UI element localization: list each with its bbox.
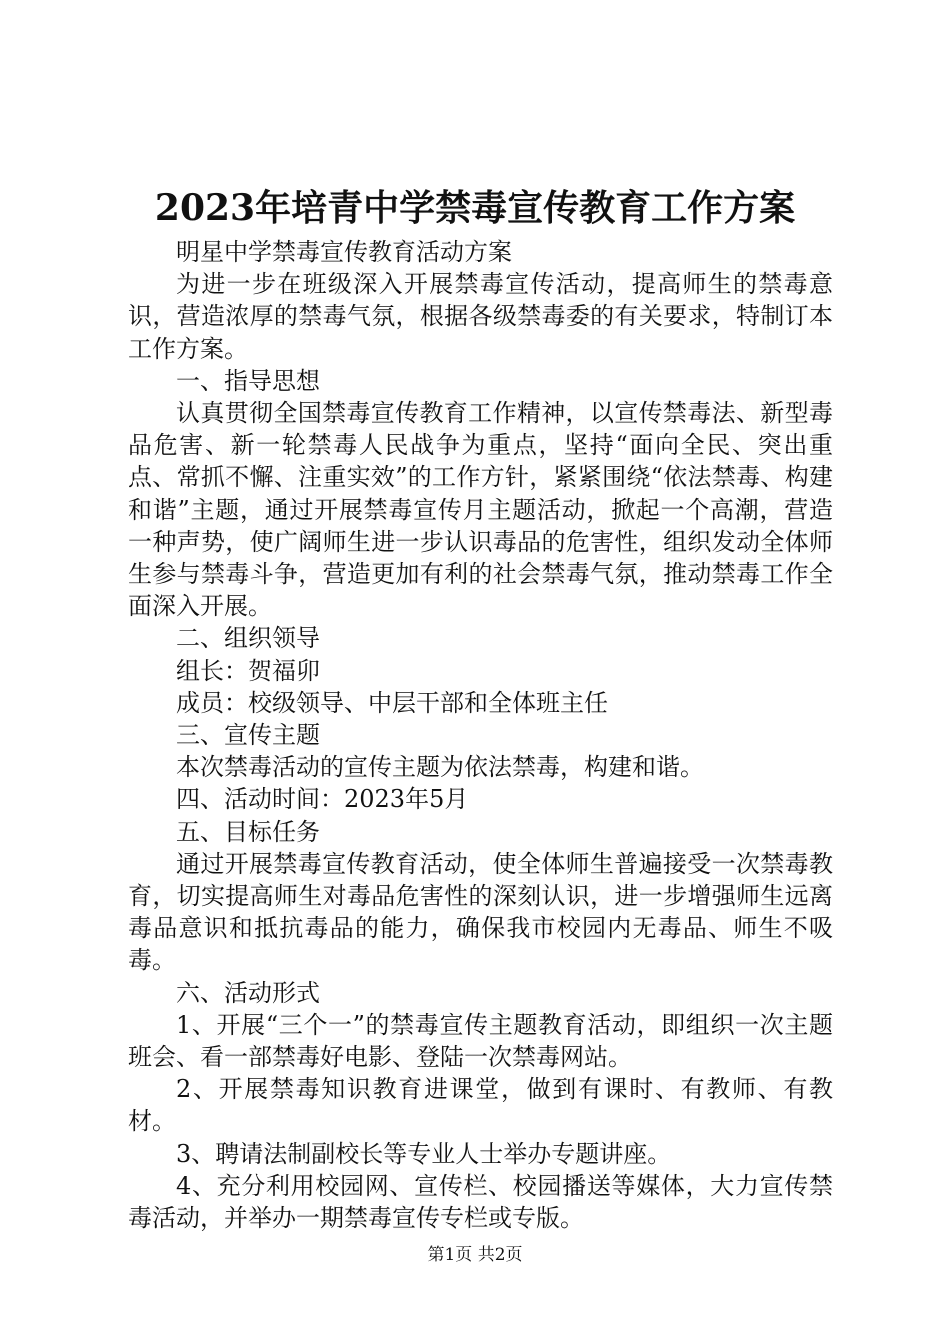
body-paragraph: 为进一步在班级深入开展禁毒宣传活动，提高师生的禁毒意识，营造浓厚的禁毒气氛，根据各级禁毒委的有关要求，特制订本工作方案。 <box>128 270 833 363</box>
list-item: 3、聘请法制副校长等专业人士举办专题讲座。 <box>176 1139 672 1168</box>
section-heading: 六、活动形式 <box>176 978 320 1007</box>
document-body <box>128 236 833 1234</box>
body-paragraph: 认真贯彻全国禁毒宣传教育工作精神，以宣传禁毒法、新型毒品危害、新一轮禁毒人民战争为重点，坚持“面向全民、突出重点、常抓不懈、注重实效”的工作方针，紧紧围绕“依法禁毒、构建和谐”主题，通过开展禁毒宣传月主题活动，掀起一个高潮，营造一种声势，使广阔师生进一步认识毒品的危害性，组织发动全体师生参与禁毒斗争，营造更加有利的社会禁毒气氛，推动禁毒工作全面深入开展。 <box>128 399 833 621</box>
list-item: 4、充分利用校园网、宣传栏、校园播送等媒体，大力宣传禁毒活动，并举办一期禁毒宣传专栏或专版。 <box>128 1171 833 1233</box>
section-heading: 二、组织领导 <box>176 624 320 653</box>
section-heading: 五、目标任务 <box>176 817 320 846</box>
section-heading: 三、宣传主题 <box>176 721 320 750</box>
body-paragraph: 明星中学禁毒宣传教育活动方案 <box>176 238 512 266</box>
list-item: 1、开展“三个一”的禁毒宣传主题教育活动，即组织一次主题班会、看一部禁毒好电影、登陆一次禁毒网站。 <box>128 1010 833 1072</box>
body-paragraph: 组长：贺福卯 <box>176 656 320 685</box>
document-title: 2023年培青中学禁毒宣传教育工作方案 <box>154 187 796 229</box>
page-footer: 第1页 共2页 <box>427 1245 523 1265</box>
section-heading: 一、指导思想 <box>176 366 320 395</box>
body-paragraph: 成员：校级领导、中层干部和全体班主任 <box>176 688 608 717</box>
list-item: 2、开展禁毒知识教育进课堂，做到有课时、有教师、有教材。 <box>128 1075 833 1136</box>
body-paragraph: 通过开展禁毒宣传教育活动，使全体师生普遍接受一次禁毒教育，切实提高师生对毒品危害性的深刻认识，进一步增强师生远离毒品意识和抵抗毒品的能力，确保我市校园内无毒品、师生不吸毒。 <box>128 849 833 975</box>
body-paragraph: 本次禁毒活动的宣传主题为依法禁毒，构建和谐。 <box>176 753 704 782</box>
section-heading: 四、活动时间：2023年5月 <box>176 785 469 814</box>
